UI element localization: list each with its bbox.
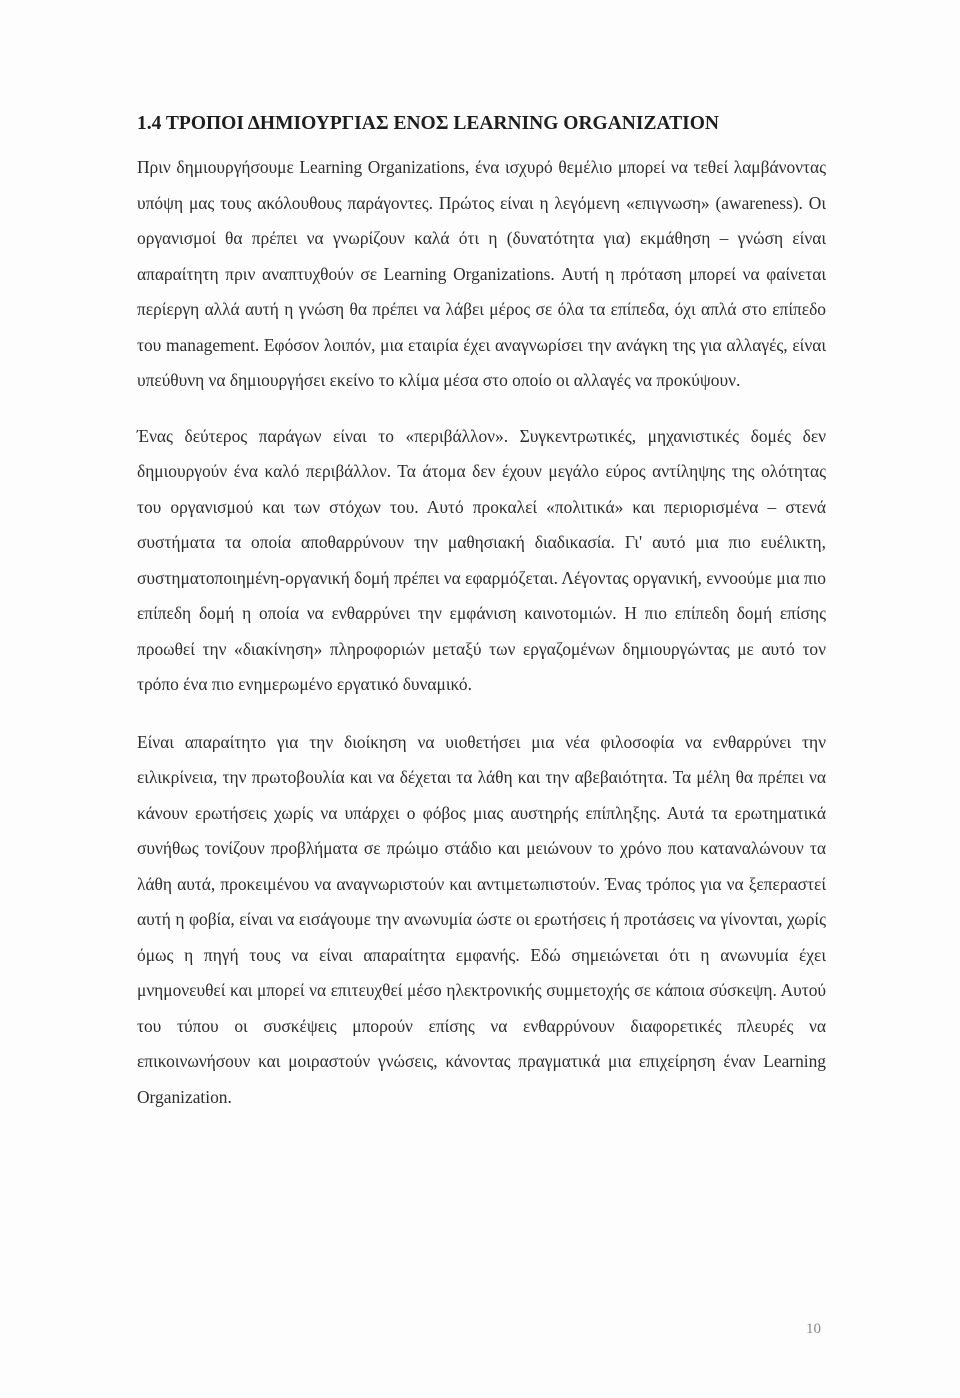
paragraph-management-philosophy: Είναι απαραίτητο για την διοίκηση να υιοθετήσει μια νέα φιλοσοφία να ενθαρρύνει την ειλικρίνεια, την πρωτοβουλία και να δέχεται τα λάθη και την αβεβαιότητα. Τα μέλη θα πρέπει να κάνουν ερωτήσεις χωρίς να υπάρχει ο φόβος μιας αυστηρής επίπληξης. Αυτά τα ερωτηματικά συνήθως τονίζουν προβλήματα σε πρώιμο στάδιο και μειώνουν το χρόνο που καταναλώνουν τα λάθη αυτά, προκειμένου να αναγνωριστούν και αντιμετωπιστούν. Ένας τρόπος για να ξεπεραστεί αυτή η φοβία, είναι να εισάγουμε την ανωνυμία ώστε οι ερωτήσεις ή προτάσεις να γίνονται, χωρίς όμως η πηγή τους να είναι απαραίτητα εμφανής. Εδώ σημειώνεται ότι η ανωνυμία έχει μνημονευθεί και μπορεί να επιτευχθεί μέσο ηλεκτρονικής συμμετοχής σε κάποια σύσκεψη. Αυτού του τύπου οι συσκέψεις μπορούν επίσης να ενθαρρύνουν διαφορετικές πλευρές να επικοινωνήσουν και μοιραστούν γνώσεις, κάνοντας πραγματικά μια επιχείρηση έναν Learning Organization. — [137, 731, 826, 1107]
page-number: 10 — [806, 1321, 821, 1337]
paragraph-awareness: Πριν δημιουργήσουμε Learning Organizations, ένα ισχυρό θεμέλιο μπορεί να τεθεί λαμβάνοντας υπόψη μας τους ακόλουθους παράγοντες. Πρώτος είναι η λεγόμενη «επιγνωση» (awareness). Οι οργανισμοί θα πρέπει να γνωρίζουν καλά ότι η (δυνατότητα για) εκμάθηση – γνώση είναι απαραίτητη πριν αναπτυχθούν σε Learning Organizations. Αυτή η πρόταση μπορεί να φαίνεται περίεργη αλλά αυτή η γνώση θα πρέπει να λάβει μέρος σε όλα τα επίπεδα, όχι απλά στο επίπεδο του management. Εφόσον λοιπόν, μια εταιρία έχει αναγνωρίσει την ανάγκη της για αλλαγές, είναι υπεύθυνη να δημιουργήσει εκείνο το κλίμα μέσα στο οποίο οι αλλαγές να προκύψουν. — [137, 157, 826, 390]
body-text — [137, 150, 826, 1137]
paragraph-environment: Ένας δεύτερος παράγων είναι το «περιβάλλον». Συγκεντρωτικές, μηχανιστικές δομές δεν δημιουργούν ένα καλό περιβάλλον. Τα άτομα δεν έχουν μεγάλο εύρος αντίληψης της ολότητας του οργανισμού και των στόχων του. Αυτό προκαλεί «πολιτικά» και περιορισμένα – στενά συστήματα τα οποία αποθαρρύνουν την μαθησιακή διαδικασία. Γι' αυτό μια πιο ευέλικτη, συστηματοποιημένη-οργανική δομή πρέπει να εφαρμόζεται. Λέγοντας οργανική, εννοούμε μια πιο επίπεδη δομή η οποία να ενθαρρύνει την εμφάνιση καινοτομιών. Η πιο επίπεδη δομή επίσης προωθεί την «διακίνηση» πληροφοριών μεταξύ των εργαζομένων δημιουργώντας με αυτό τον τρόπο ένα πιο ενημερωμένο εργατικό δυναμικό. — [137, 425, 826, 694]
section-heading: 1.4 ΤΡΟΠΟΙ ΔΗΜΙΟΥΡΓΙΑΣ ΕΝΟΣ LEARNING ORGANIZATION — [137, 113, 719, 134]
